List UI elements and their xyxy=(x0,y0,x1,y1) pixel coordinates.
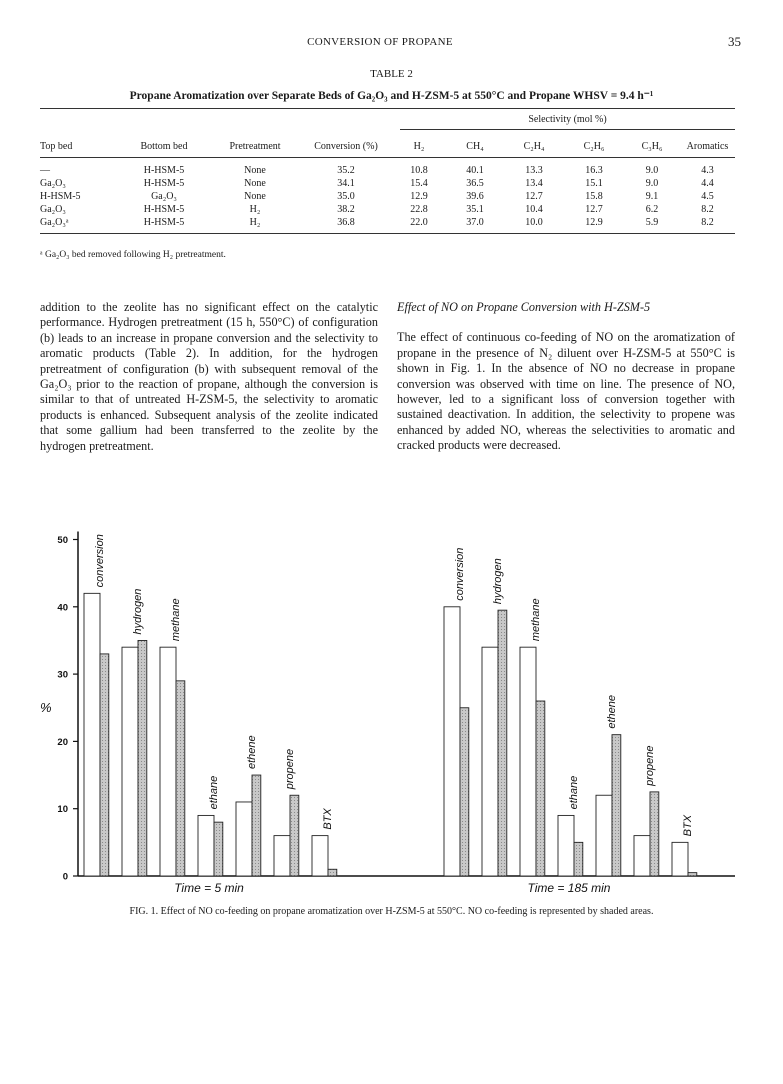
table-row xyxy=(40,216,735,234)
table-cell: 15.8 xyxy=(585,191,603,202)
y-tick-label: 40 xyxy=(57,602,68,614)
table-cell: 10.8 xyxy=(410,165,428,176)
table-cell: 9.0 xyxy=(645,165,659,176)
table-cell: 4.3 xyxy=(701,165,714,176)
y-tick-label: 30 xyxy=(57,669,68,681)
table-cell: 16.3 xyxy=(585,165,603,176)
bar-without-no xyxy=(520,647,536,876)
table-cell: H-HSM-5 xyxy=(143,178,185,189)
table-cell: 38.2 xyxy=(337,204,355,215)
table-cell: 35.2 xyxy=(337,165,355,176)
table-cell: Ga₂O₃ᵃ xyxy=(40,217,69,228)
table-cell: Ga₂O₃ xyxy=(40,204,66,215)
bar-category-label: ethane xyxy=(208,775,220,810)
y-tick-label: 0 xyxy=(62,871,68,883)
table-cell: None xyxy=(244,178,266,189)
bar-category-label: ethene xyxy=(246,735,258,770)
bar-with-no xyxy=(138,640,147,876)
bar-with-no xyxy=(460,708,469,876)
table-cell: H-HSM-5 xyxy=(143,204,185,215)
table-cell: 39.6 xyxy=(466,191,484,202)
bar-with-no xyxy=(100,654,109,876)
figure-1-chart xyxy=(0,500,783,900)
page-number: 35 xyxy=(728,34,741,49)
bar-without-no xyxy=(558,815,574,876)
bar-category-label: hydrogen xyxy=(132,588,144,635)
column-header: H₂ xyxy=(413,140,425,152)
figure-caption: FIG. 1. Effect of NO co-feeding on propane aromatization over H-ZSM-5 at 550°C. NO co-feeding is represented by shaded areas. xyxy=(129,906,654,917)
table-cell: 12.9 xyxy=(410,191,428,202)
table-cell: H-HSM-5 xyxy=(40,191,81,202)
column-header: C₃H₆ xyxy=(641,140,663,152)
y-axis-label: % xyxy=(40,699,52,715)
bar-category-label: methane xyxy=(170,598,182,642)
column-header: Conversion (%) xyxy=(314,140,378,152)
table-cell: None xyxy=(244,191,266,202)
table-cell: 10.4 xyxy=(525,204,543,215)
table-cell: 15.4 xyxy=(410,178,428,189)
bar-with-no xyxy=(290,795,299,876)
table-cell: 15.1 xyxy=(585,178,603,189)
section-title: Effect of NO on Propane Conversion with H-ZSM-5 xyxy=(397,300,651,314)
table-cell: 9.1 xyxy=(645,191,659,202)
table-cell: 8.2 xyxy=(701,217,714,228)
table-row xyxy=(40,203,735,216)
column-header: Top bed xyxy=(40,140,73,152)
bar-category-label: ethane xyxy=(568,775,580,810)
bar-category-label: methane xyxy=(530,598,542,642)
bar-without-no xyxy=(198,815,214,876)
table-caption: Propane Aromatization over Separate Beds of Ga₂O₃ and H-ZSM-5 at 550°C and Propane WHSV = 9.4 h⁻¹ xyxy=(129,90,654,102)
bar-with-no xyxy=(650,792,659,876)
bar-without-no xyxy=(596,795,612,876)
body-paragraph: The effect of continuous co-feeding of NO on the aromatization of propane in the presence of N₂ diluent over H-ZSM-5 at 550°C is shown in Fig. 1. In the absence of NO no decrease in propane conversion was observed with time on line. The presence of NO, however, led to a significant loss of conversion together with sustained deactivation. In addition, the selectivity to propene was enhanced by added NO, whereas the selectivities to aromatic and cracked products were decreased. xyxy=(397,330,735,453)
bar-without-no xyxy=(444,607,460,876)
bar-with-no xyxy=(498,610,507,876)
table-cell: 37.0 xyxy=(466,217,484,228)
table-cell: 12.7 xyxy=(525,191,543,202)
bar-category-label: BTX xyxy=(682,814,694,837)
bar-without-no xyxy=(122,647,138,876)
table-cell: 35.1 xyxy=(466,204,484,215)
table-cell: 4.5 xyxy=(701,191,714,202)
body-paragraph: addition to the zeolite has no significant effect on the catalytic performance. Hydrogen pretreatment (15 h, 550°C) of configuration (b) leads to an increase in propane conversion and the selectivity to aromatic products (Table 2). In addition, for the hydrogen pretreatment of configuration (b) with subsequent removal of the Ga₂O₃ prior to the reaction of propane, although the conversion is similar to that of untreated H-ZSM-5, the selectivity to aromatic products is enhanced. Subsequent analysis of the zeolite indicated that some gallium had been transferred to the zeolite by the hydrogen pretreatment. xyxy=(40,300,378,453)
table-cell: 13.3 xyxy=(525,165,543,176)
bar-without-no xyxy=(236,802,252,876)
bar-with-no xyxy=(688,873,697,876)
table-cell: Ga₂O₃ xyxy=(40,178,66,189)
table-cell: 22.8 xyxy=(410,204,428,215)
column-header: CH₄ xyxy=(466,140,484,152)
table-label: TABLE 2 xyxy=(370,68,413,80)
body-left-column xyxy=(40,300,378,454)
y-tick-label: 50 xyxy=(57,535,68,546)
bar-without-no xyxy=(274,836,290,876)
column-header: Bottom bed xyxy=(140,140,188,152)
column-header: C₂H₄ xyxy=(523,140,545,152)
data-table xyxy=(40,108,735,234)
bar-category-label: propene xyxy=(284,748,296,790)
bar-with-no xyxy=(328,869,337,876)
table-cell: 6.2 xyxy=(645,204,659,215)
column-header: C₂H₆ xyxy=(583,140,605,152)
running-head: CONVERSION OF PROPANE xyxy=(307,36,453,48)
table-cell: H₂ xyxy=(249,204,261,215)
bar-with-no xyxy=(574,842,583,876)
y-tick-label: 10 xyxy=(57,804,68,816)
table-cell: H-HSM-5 xyxy=(143,217,185,228)
table-cell: 9.0 xyxy=(645,178,659,189)
table-cell: H₂ xyxy=(249,217,261,228)
table-cell: H-HSM-5 xyxy=(143,165,185,176)
table-cell: 36.5 xyxy=(466,178,484,189)
table-footnote: ᵃ Ga₂O₃ bed removed following H₂ pretreatment. xyxy=(40,250,226,260)
bar-without-no xyxy=(634,836,650,876)
bar-with-no xyxy=(536,701,545,876)
bar-with-no xyxy=(214,822,223,876)
table-cell: 35.0 xyxy=(337,191,355,202)
column-header: Aromatics xyxy=(686,140,729,152)
table-cell: None xyxy=(244,165,266,176)
table-cell: 34.1 xyxy=(337,178,355,189)
y-tick-label: 20 xyxy=(57,736,68,748)
selectivity-header: Selectivity (mol %) xyxy=(400,114,735,130)
bar-category-label: BTX xyxy=(322,808,334,830)
table-row xyxy=(40,190,735,203)
table-cell: 13.4 xyxy=(525,178,543,189)
table-cell: — xyxy=(40,165,50,176)
table-cell: 8.2 xyxy=(701,204,714,215)
group-time-label: Time = 5 min xyxy=(174,881,244,895)
bar-with-no xyxy=(252,775,261,876)
bar-category-label: propene xyxy=(644,745,656,786)
bar-without-no xyxy=(482,647,498,876)
bar-with-no xyxy=(612,735,621,876)
table-cell: Ga₂O₃ xyxy=(151,191,177,202)
bar-category-label: ethene xyxy=(606,695,618,729)
bar-without-no xyxy=(672,842,688,876)
bar-without-no xyxy=(84,593,100,876)
column-header: Pretreatment xyxy=(229,140,281,152)
group-time-label: Time = 185 min xyxy=(527,881,611,895)
table-cell: 40.1 xyxy=(466,165,484,176)
table-row xyxy=(40,158,735,178)
table-cell: 5.9 xyxy=(645,217,659,228)
bar-category-label: conversion xyxy=(94,534,106,588)
body-right-column xyxy=(397,300,735,454)
table-cell: 12.7 xyxy=(585,204,603,215)
bar-without-no xyxy=(160,647,176,876)
table-cell: 4.4 xyxy=(701,178,714,189)
bar-category-label: conversion xyxy=(454,547,466,601)
table-cell: 22.0 xyxy=(410,217,428,228)
table-row xyxy=(40,177,735,190)
table-cell: 36.8 xyxy=(337,217,355,228)
bar-without-no xyxy=(312,836,328,876)
table-cell: 10.0 xyxy=(525,217,543,228)
bar-with-no xyxy=(176,681,185,876)
table-cell: 12.9 xyxy=(585,217,603,228)
bar-category-label: hydrogen xyxy=(492,558,504,605)
